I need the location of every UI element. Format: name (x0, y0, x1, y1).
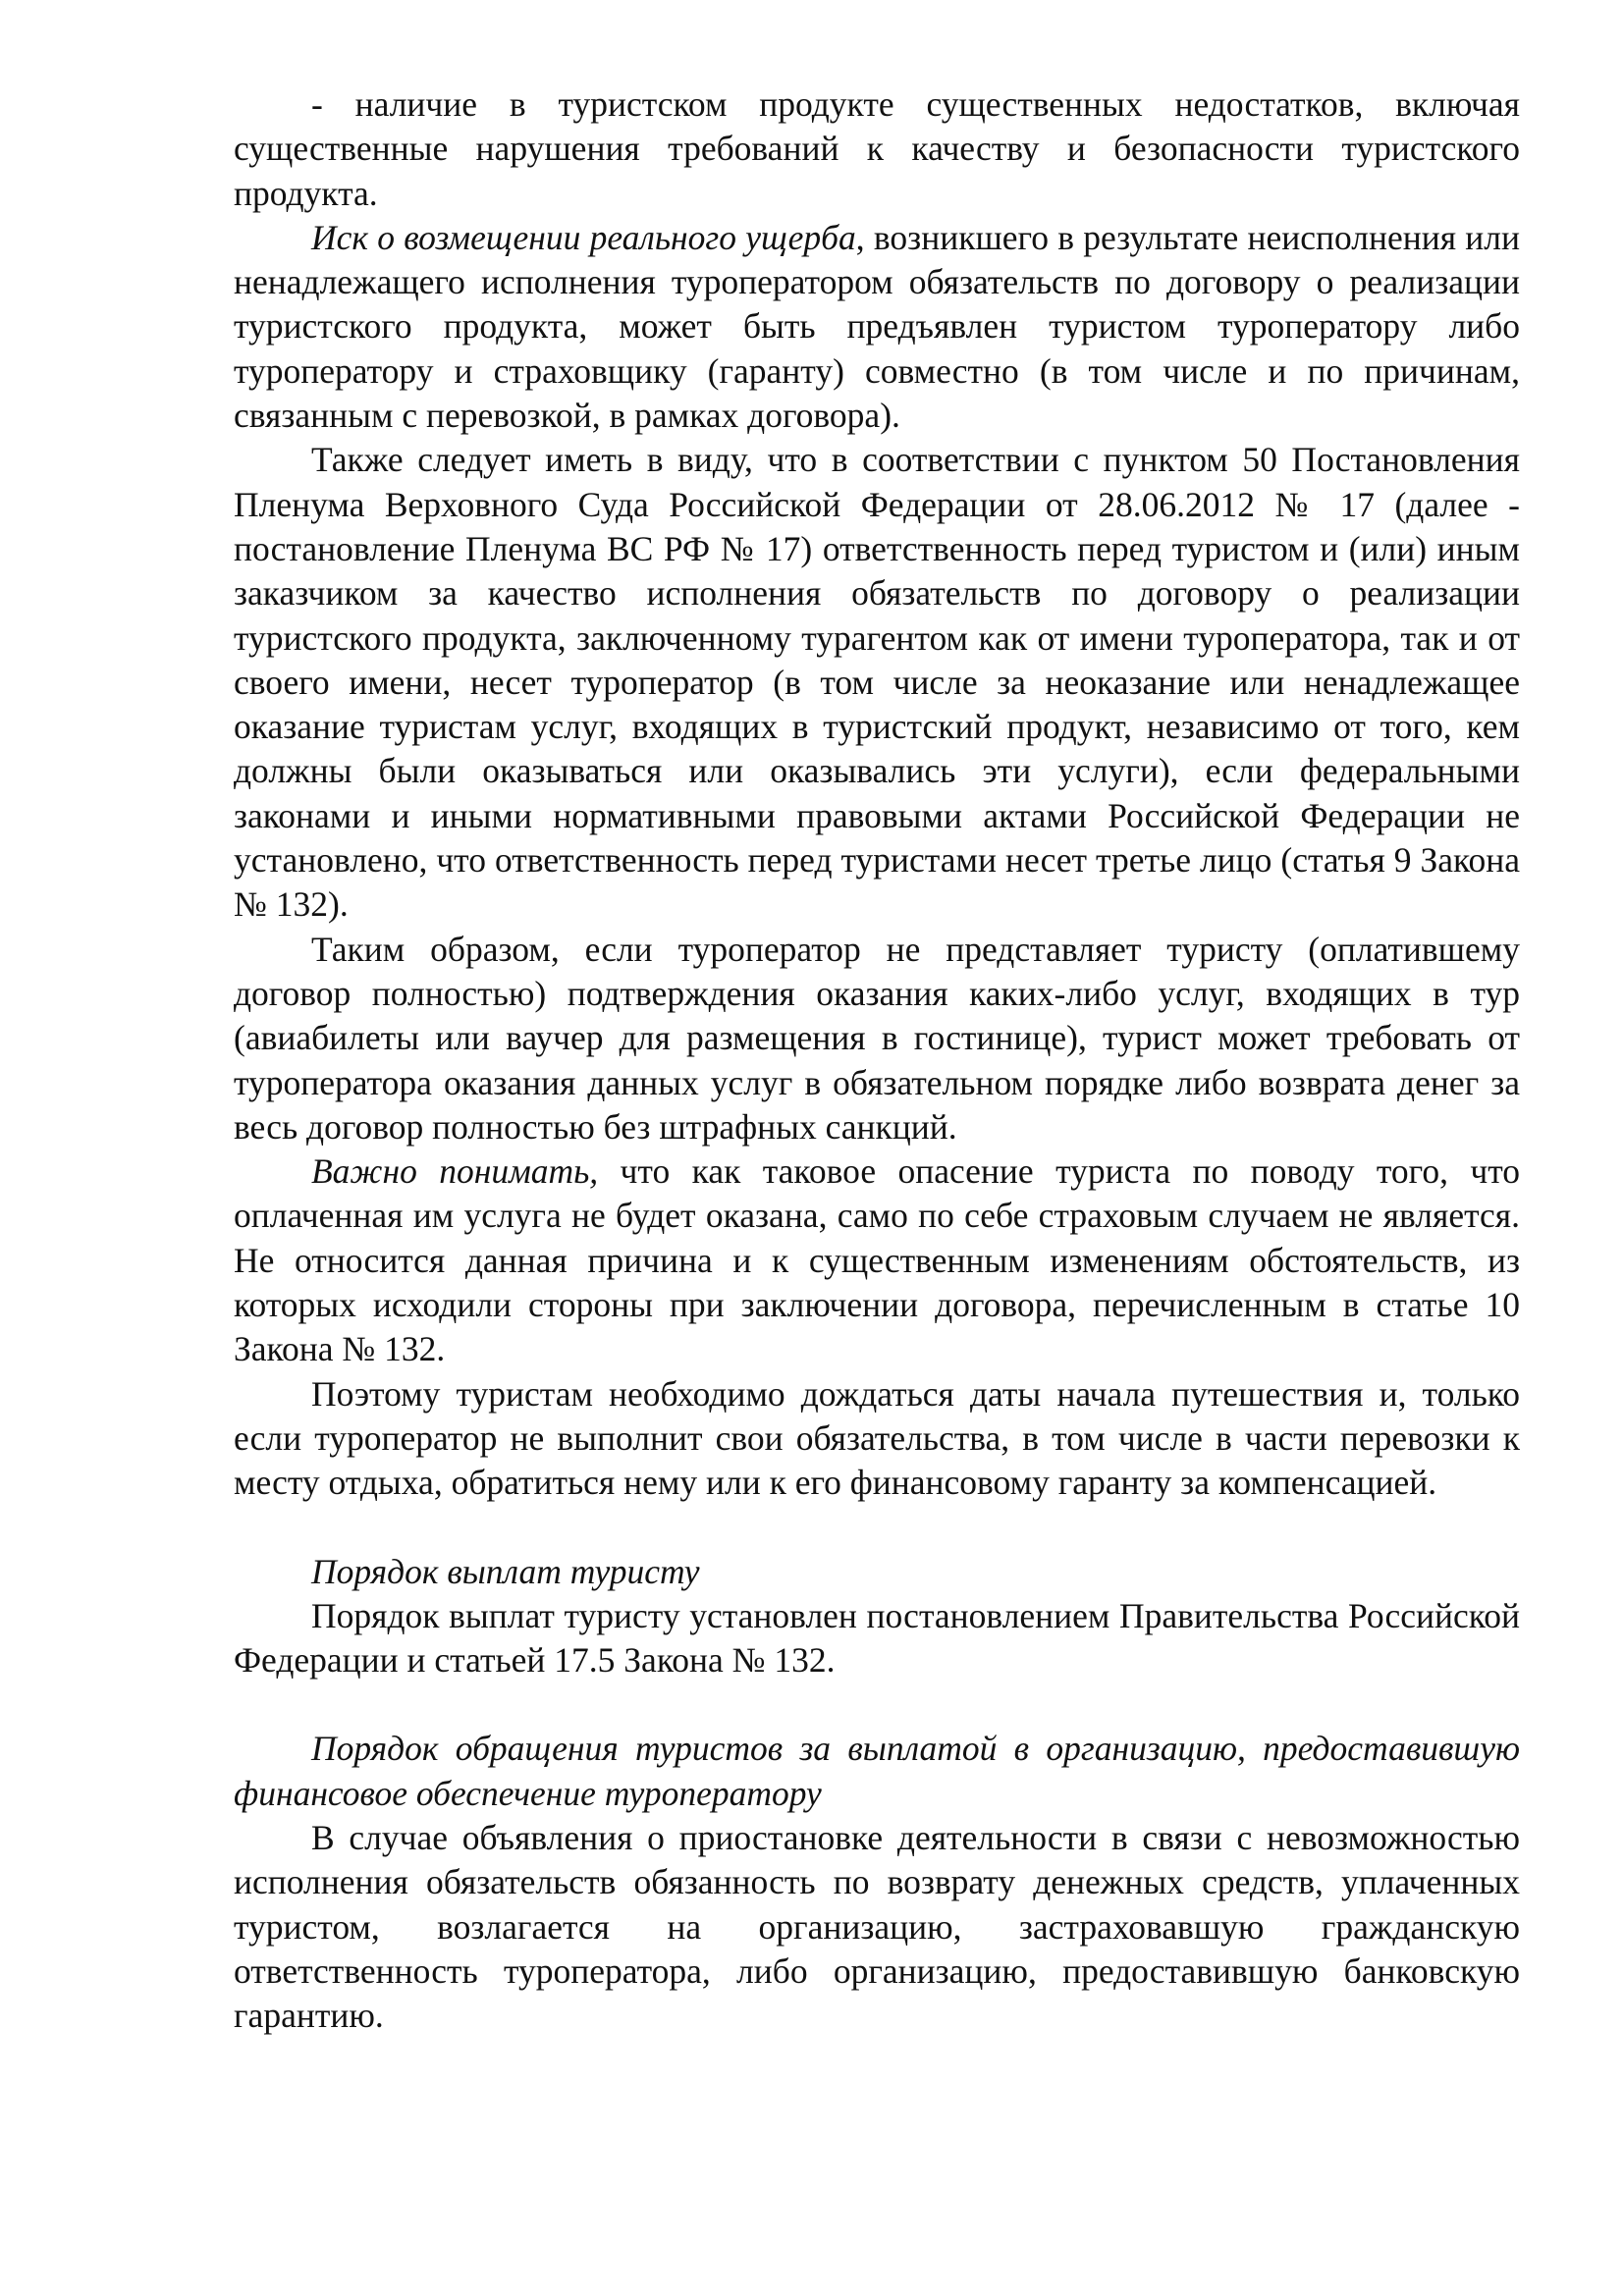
paragraph-important-text: что как таковое опасение туриста по поводу того, что оплаченная им услуга не будет оказана, само по себе страховым случаем не является. Не относится данная причина и к существенным изменениям обстоятельств, из которых исходили стороны при заключении договора, перечисленным в статье 10 Закона № 132. (234, 1151, 1520, 1369)
heading-application-procedure: Порядок обращения туристов за выплатой в организацию, предоставившую финансовое обеспечение туроператору (234, 1729, 1520, 1813)
paragraph-suspension: В случае объявления о приостановке деятельности в связи с невозможностью исполнения обязательств обязанность по возврату денежных средств, уплаченных туристом, возлагается на организацию, застраховавшую гражданскую ответственность туроператора, либо организацию, предоставившую банковскую гарантию. (234, 1817, 1520, 2036)
heading-payment-procedure: Порядок выплат туристу (311, 1551, 700, 1591)
paragraph-damage-claim-text: , возникшего в результате неисполнения или ненадлежащего исполнения туроператором обязательств по договору о реализации туристского продукта, может быть предъявлен туристом туроператору либо туроператору и страховщику (гаранту) совместно (в том числе и по причинам, связанным с перевозкой, в рамках договора). (234, 217, 1520, 436)
paragraph-damage-claim (234, 216, 1520, 438)
spacer (234, 1506, 1520, 1550)
paragraph-therefore: Поэтому туристам необходимо дождаться даты начала путешествия и, только если туроператор не выполнит свои обязательства, в том числе в части перевозки к месту отдыха, обратиться нему или к его финансовому гаранту за компенсацией. (234, 1373, 1520, 1503)
emphasis-important: Важно понимать, (311, 1151, 599, 1192)
paragraph-defects: - наличие в туристском продукте существенных недостатков, включая существенные нарушения требований к качеству и безопасности туристского продукта. (234, 84, 1520, 213)
paragraph-thus: Таким образом, если туроператор не представляет туристу (оплатившему договор полностью) подтверждения оказания каких-либо услуг, входящих в тур (авиабилеты или ваучер для размещения в гостинице), турист может требовать от туроператора оказания данных услуг в обязательном порядке либо возврата денег за весь договор полностью без штрафных санкций. (234, 929, 1520, 1147)
paragraph-plenum-resolution: Также следует иметь в виду, что в соответствии с пунктом 50 Постановления Пленума Верховного Суда Российской Федерации от 28.06.2012 № 17 (далее - постановление Пленума ВС РФ № 17) ответственность перед туристом и (или) иным заказчиком за качество исполнения обязательств по договору о реализации туристского продукта, заключенному турагентом как от имени туроператора, так и от своего имени, несет туроператор (в том числе за неоказание или ненадлежащее оказание туристам услуг, входящих в туристский продукт, независимо от того, кем должны были оказываться или оказывались эти услуги), если федеральными законами и иными нормативными правовыми актами Российской Федерации не установлено, что ответственность перед туристами несет третье лицо (статья 9 Закона № 132). (234, 440, 1520, 925)
paragraph-payment-procedure: Порядок выплат туристу установлен постановлением Правительства Российской Федерации и статьей 17.5 Закона № 132. (234, 1595, 1520, 1681)
spacer (234, 1682, 1520, 1727)
emphasis-damage-claim: Иск о возмещении реального ущерба (311, 217, 856, 257)
document-page (234, 82, 1520, 2038)
paragraph-important (234, 1149, 1520, 1371)
